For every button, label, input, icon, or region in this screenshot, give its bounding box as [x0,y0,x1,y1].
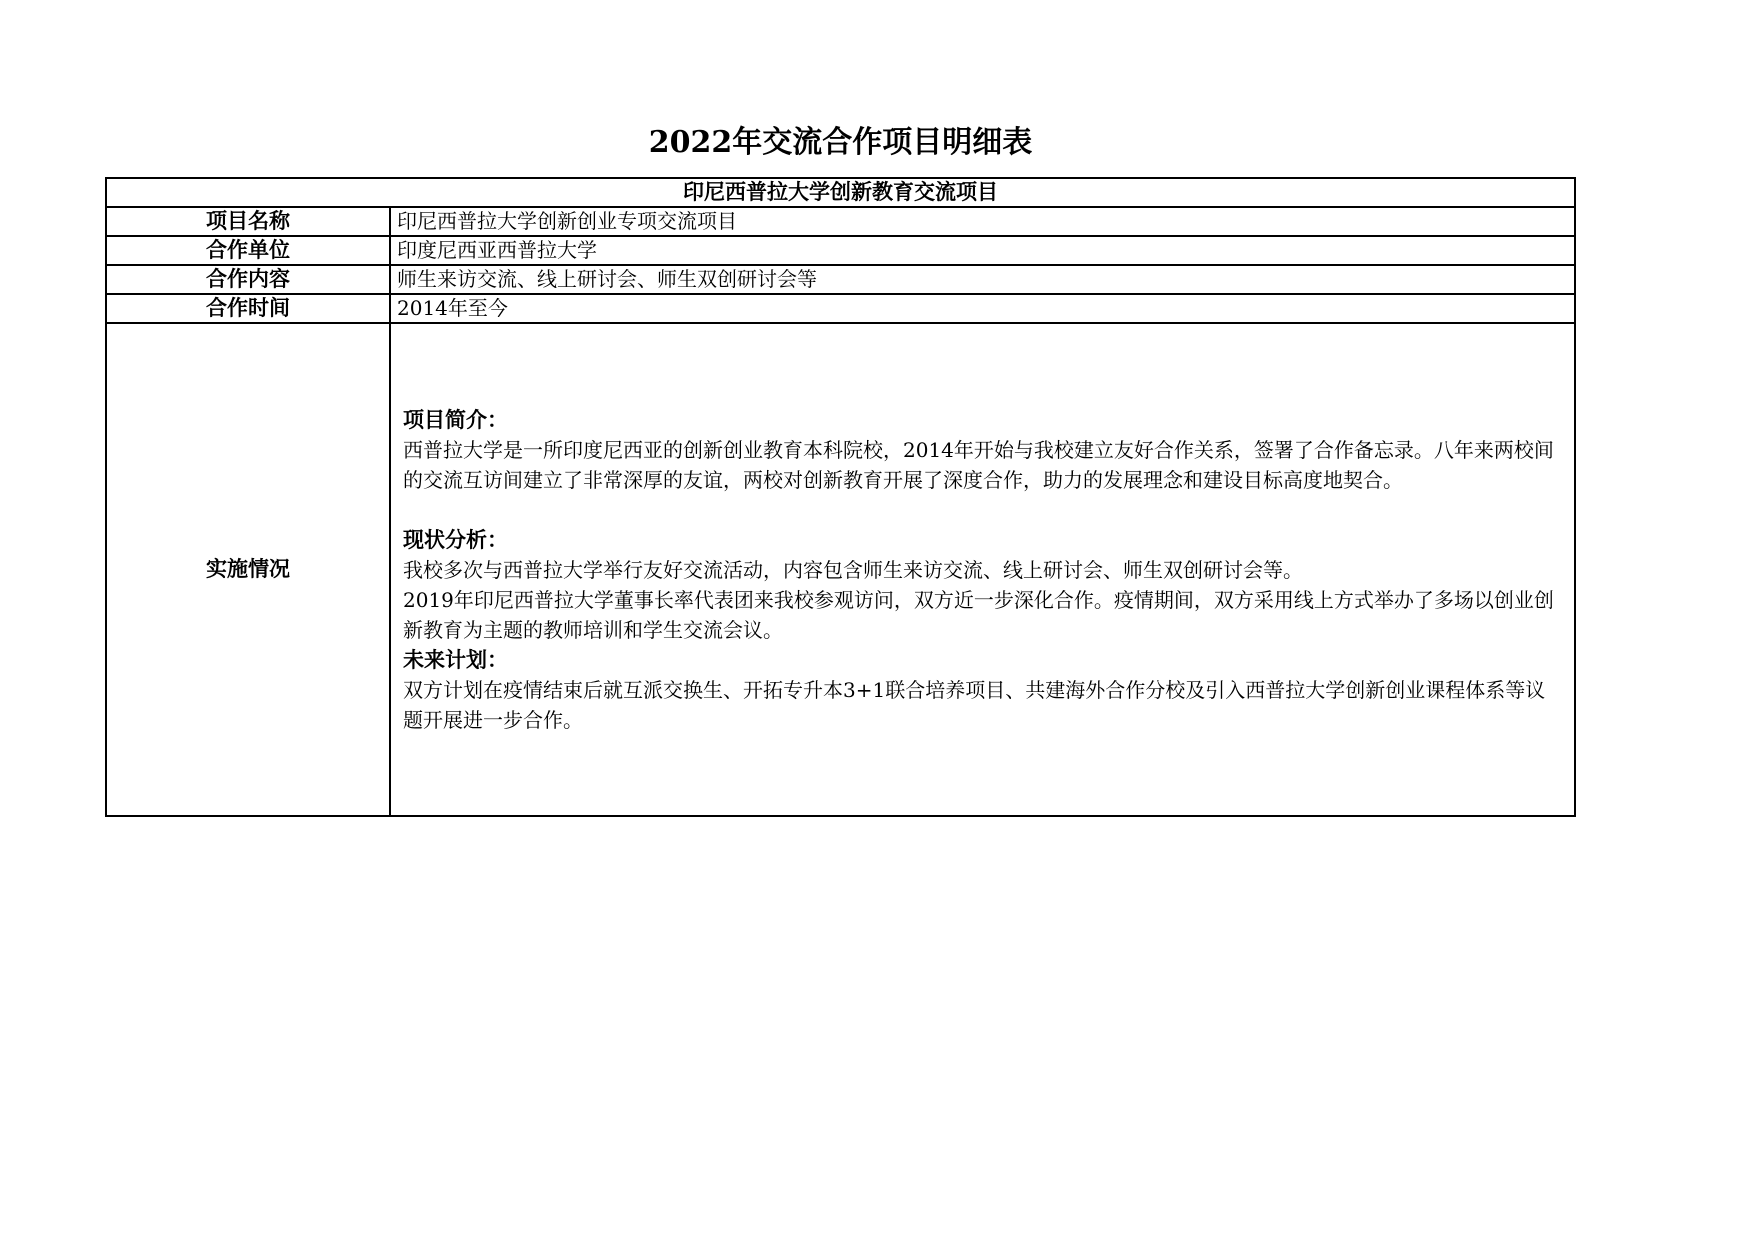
project-name-label: 项目名称 [106,207,390,236]
table-row [106,207,1575,236]
content-value: 师生来访交流、线上研讨会、师生双创研讨会等 [390,265,1575,294]
implementation-body [397,405,1568,735]
page-title: 2022年交流合作项目明细表 [648,125,1033,160]
implementation-label: 实施情况 [106,323,390,816]
section-spacer [403,495,1562,525]
content-label: 合作内容 [106,265,390,294]
period-value: 2014年至今 [390,294,1575,323]
status-text-2: 2019年印尼西普拉大学董事长率代表团来我校参观访问，双方近一步深化合作。疫情期间，双方采用线上方式举办了多场以创业创新教育为主题的教师培训和学生交流会议。 [403,587,1554,642]
implementation-cell [390,323,1575,816]
project-name-value: 印尼西普拉大学创新创业专项交流项目 [390,207,1575,236]
table-row [106,294,1575,323]
period-label: 合作时间 [106,294,390,323]
plan-text: 双方计划在疫情结束后就互派交换生、开拓专升本3+1联合培养项目、共建海外合作分校及引入西普拉大学创新创业课程体系等议题开展进一步合作。 [403,677,1546,732]
intro-text: 西普拉大学是一所印度尼西亚的创新创业教育本科院校，2014年开始与我校建立友好合作关系，签署了合作备忘录。八年来两校间的交流互访间建立了非常深厚的友谊，两校对创新教育开展了深度合作，助力的发展理念和建设目标高度地契合。 [403,437,1554,492]
project-header: 印尼西普拉大学创新教育交流项目 [106,178,1575,207]
plan-heading: 未来计划： [403,647,508,672]
project-detail-table [105,177,1576,817]
status-text-1: 我校多次与西普拉大学举行友好交流活动，内容包含师生来访交流、线上研讨会、师生双创研讨会等。 [403,557,1303,582]
table-row [106,236,1575,265]
table-header-row [106,178,1575,207]
status-heading: 现状分析： [403,527,508,552]
intro-heading: 项目简介： [403,407,508,432]
implementation-row [106,323,1575,816]
partner-value: 印度尼西亚西普拉大学 [390,236,1575,265]
partner-label: 合作单位 [106,236,390,265]
table-row [106,265,1575,294]
